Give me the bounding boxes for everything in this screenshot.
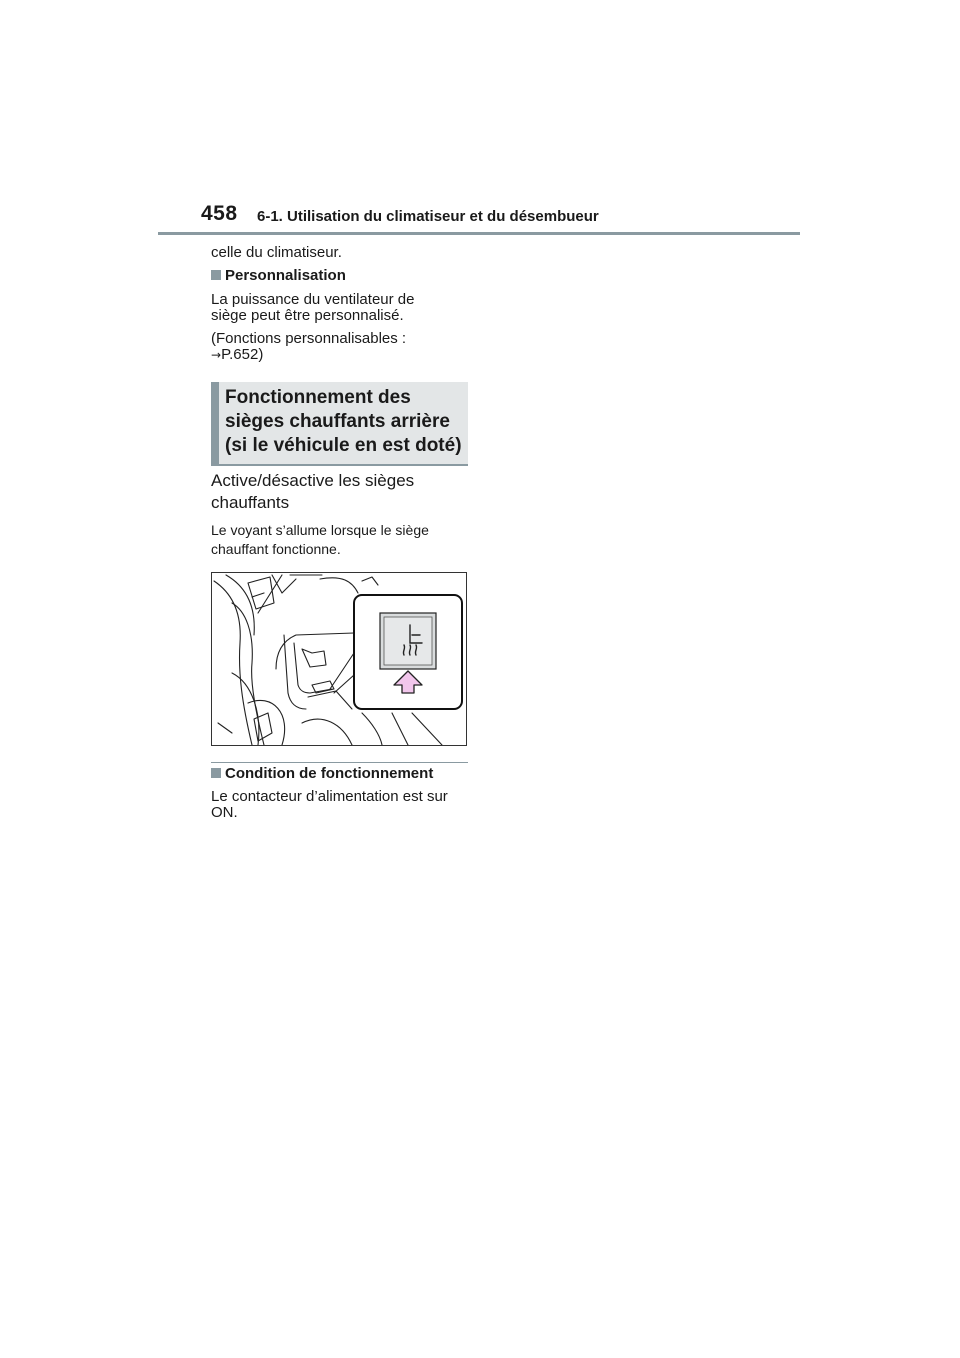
section-title: 6-1. Utilisation du climatiseur et du désembueur <box>257 208 599 225</box>
bullet-square-icon <box>211 768 221 778</box>
rear-heaters-heading: Fonctionnement des sièges chauffants arrière (si le véhicule en est doté) <box>225 387 462 456</box>
separator-rule <box>211 762 468 763</box>
seat-heater-illustration <box>211 572 467 746</box>
rear-heaters-heading-box <box>211 382 468 466</box>
condition-title: Condition de fonctionnement <box>225 765 434 782</box>
door-panel-drawing <box>212 573 467 746</box>
condition-line1: Le contacteur d’alimentation est sur <box>211 788 448 805</box>
intro-text: celle du climatiseur. <box>211 244 342 261</box>
personnalisation-ref-line2 <box>211 347 263 363</box>
personnalisation-subhead <box>211 268 346 284</box>
condition-subhead <box>211 766 433 782</box>
rear-heaters-action: Active/désactive les sièges chauffants <box>211 471 415 512</box>
personnalisation-line2: siège peut être personnalisé. <box>211 307 404 324</box>
page-reference-link[interactable]: P.652) <box>221 346 264 363</box>
header-rule <box>158 232 800 235</box>
rear-heaters-note: Le voyant s’allume lorsque le siège chauffant fonctionne. <box>211 522 429 557</box>
personnalisation-ref-line1: (Fonctions personnalisables : <box>211 330 407 347</box>
page-number: 458 <box>201 202 238 225</box>
bullet-square-icon <box>211 270 221 280</box>
personnalisation-line1: La puissance du ventilateur de <box>211 291 415 308</box>
heading-accent-bar <box>211 382 219 464</box>
arrow-right-icon: → <box>211 348 222 362</box>
personnalisation-title: Personnalisation <box>225 267 346 284</box>
condition-line2: ON. <box>211 804 238 821</box>
